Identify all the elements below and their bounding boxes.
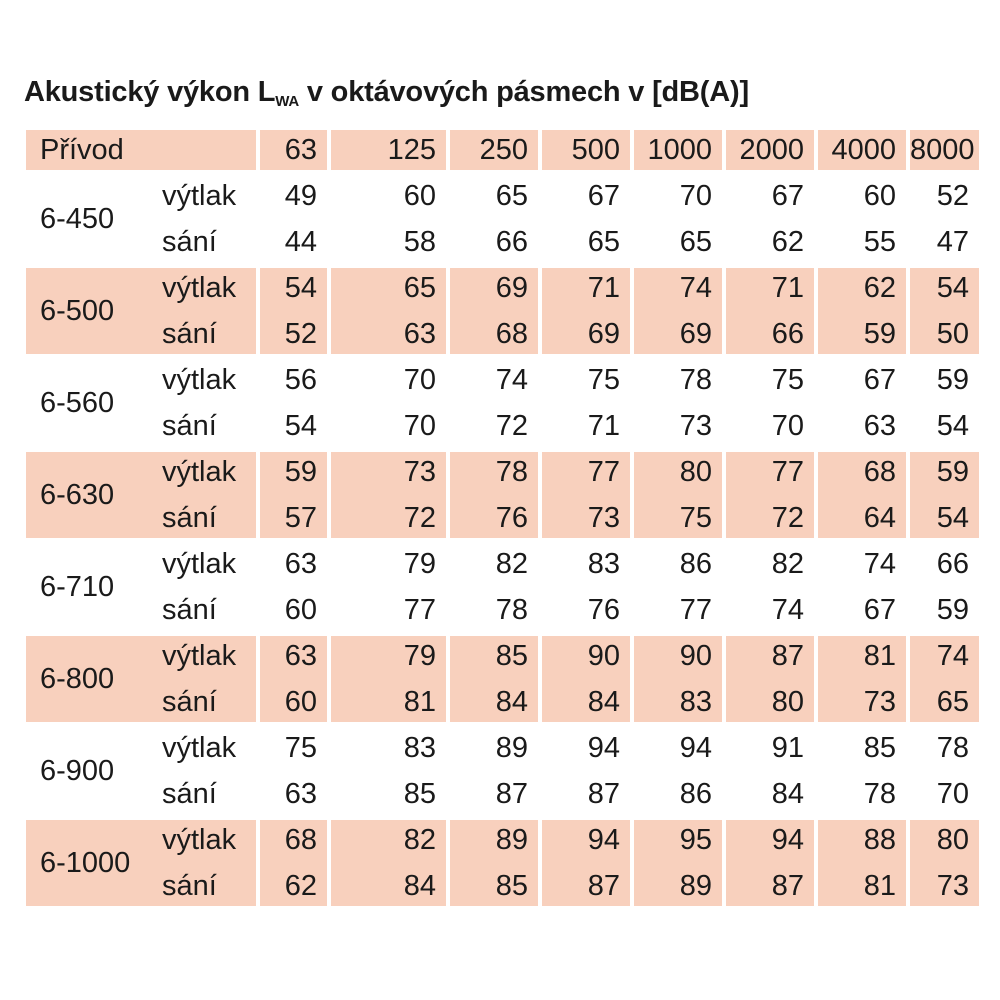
table-row: [26, 679, 979, 725]
value-cell: 63: [284, 778, 317, 810]
model-name: 6-500: [40, 295, 115, 327]
value-cell: 83: [679, 686, 712, 718]
value-cell: 60: [284, 686, 317, 718]
table-row: [26, 357, 979, 403]
row-label: výtlak: [162, 548, 237, 580]
value-cell: 68: [863, 456, 896, 488]
row-label: výtlak: [162, 824, 237, 856]
value-cell: 65: [679, 226, 712, 258]
value-cell: 67: [863, 594, 896, 626]
row-label: výtlak: [162, 272, 237, 304]
value-cell: 76: [587, 594, 620, 626]
value-cell: 66: [771, 318, 804, 350]
value-cell: 65: [495, 180, 528, 212]
value-cell: 66: [936, 548, 969, 580]
model-name: 6-560: [40, 387, 115, 419]
value-cell: 74: [679, 272, 712, 304]
header-band: 2000: [726, 130, 814, 170]
value-cell: 73: [863, 686, 896, 718]
value-cell: 89: [679, 870, 712, 902]
value-cell: 67: [771, 180, 804, 212]
value-cell: 85: [495, 640, 528, 672]
value-cell: 65: [403, 272, 436, 304]
value-cell: 75: [679, 502, 712, 534]
value-cell: 70: [403, 364, 436, 396]
value-cell: 63: [403, 318, 436, 350]
value-cell: 54: [936, 502, 969, 534]
value-cell: 87: [771, 870, 804, 902]
value-cell: 77: [771, 456, 804, 488]
value-cell: 83: [587, 548, 620, 580]
value-cell: 62: [284, 870, 317, 902]
value-cell: 70: [679, 180, 712, 212]
value-cell: 84: [771, 778, 804, 810]
row-label: výtlak: [162, 180, 237, 212]
row-label: výtlak: [162, 456, 237, 488]
value-cell: 60: [403, 180, 436, 212]
value-cell: 84: [403, 870, 436, 902]
header-row: [26, 127, 979, 173]
header-band: 125: [331, 130, 446, 170]
value-cell: 54: [284, 410, 317, 442]
value-cell: 71: [587, 410, 620, 442]
value-cell: 81: [403, 686, 436, 718]
value-cell: 68: [495, 318, 528, 350]
value-cell: 89: [495, 824, 528, 856]
value-cell: 79: [403, 548, 436, 580]
value-cell: 84: [587, 686, 620, 718]
model-block: [26, 449, 979, 541]
title-rest: v oktávových pásmech v [dB(A)]: [299, 76, 749, 108]
value-cell: 78: [936, 732, 969, 764]
value-cell: 87: [587, 870, 620, 902]
value-cell: 73: [403, 456, 436, 488]
model-block: [26, 357, 979, 449]
row-label: výtlak: [162, 640, 237, 672]
value-cell: 75: [771, 364, 804, 396]
value-cell: 85: [863, 732, 896, 764]
value-cell: 58: [403, 226, 436, 258]
value-cell: 67: [587, 180, 620, 212]
value-cell: 82: [495, 548, 528, 580]
header-label: Přívod: [26, 130, 256, 170]
row-label: sání: [162, 318, 217, 350]
value-cell: 75: [587, 364, 620, 396]
header-band: 500: [542, 130, 630, 170]
model-block: [26, 817, 979, 909]
title-text: Akustický výkon L: [24, 76, 276, 108]
value-cell: 59: [936, 364, 969, 396]
header-band: 250: [450, 130, 538, 170]
value-cell: 73: [679, 410, 712, 442]
value-cell: 94: [587, 732, 620, 764]
table-row: [26, 633, 979, 679]
table-row: [26, 265, 979, 311]
header-band: 8000: [910, 130, 979, 170]
value-cell: 85: [403, 778, 436, 810]
value-cell: 59: [936, 456, 969, 488]
value-cell: 62: [863, 272, 896, 304]
model-name: 6-450: [40, 203, 115, 235]
value-cell: 64: [863, 502, 896, 534]
header-band: 4000: [818, 130, 906, 170]
row-label: výtlak: [162, 364, 237, 396]
value-cell: 70: [403, 410, 436, 442]
value-cell: 87: [771, 640, 804, 672]
value-cell: 70: [936, 778, 969, 810]
value-cell: 72: [403, 502, 436, 534]
value-cell: 74: [936, 640, 969, 672]
value-cell: 94: [771, 824, 804, 856]
value-cell: 74: [771, 594, 804, 626]
value-cell: 67: [863, 364, 896, 396]
model-block: [26, 725, 979, 817]
value-cell: 85: [495, 870, 528, 902]
header-band: 1000: [634, 130, 722, 170]
value-cell: 90: [679, 640, 712, 672]
table-row: [26, 587, 979, 633]
model-name: 6-1000: [40, 847, 131, 879]
value-cell: 78: [495, 594, 528, 626]
value-cell: 80: [771, 686, 804, 718]
value-cell: 70: [771, 410, 804, 442]
value-cell: 94: [587, 824, 620, 856]
row-label: sání: [162, 870, 217, 902]
table-row: [26, 725, 979, 771]
model-name: 6-710: [40, 571, 115, 603]
value-cell: 73: [587, 502, 620, 534]
value-cell: 73: [936, 870, 969, 902]
value-cell: 79: [403, 640, 436, 672]
value-cell: 74: [863, 548, 896, 580]
table-row: [26, 403, 979, 449]
value-cell: 57: [284, 502, 317, 534]
table-row: [26, 817, 979, 863]
value-cell: 52: [936, 180, 969, 212]
value-cell: 54: [936, 410, 969, 442]
model-name: 6-630: [40, 479, 115, 511]
model-name: 6-900: [40, 755, 115, 787]
value-cell: 50: [936, 318, 969, 350]
value-cell: 56: [284, 364, 317, 396]
row-label: sání: [162, 410, 217, 442]
value-cell: 63: [284, 640, 317, 672]
value-cell: 65: [936, 686, 969, 718]
model-name: 6-800: [40, 663, 115, 695]
value-cell: 54: [936, 272, 969, 304]
value-cell: 81: [863, 640, 896, 672]
value-cell: 76: [495, 502, 528, 534]
value-cell: 49: [284, 180, 317, 212]
row-label: sání: [162, 686, 217, 718]
value-cell: 52: [284, 318, 317, 350]
value-cell: 86: [679, 548, 712, 580]
value-cell: 71: [587, 272, 620, 304]
table-row: [26, 495, 979, 541]
model-block: [26, 541, 979, 633]
table-row: [26, 311, 979, 357]
table-row: [26, 863, 979, 909]
value-cell: 80: [936, 824, 969, 856]
value-cell: 59: [863, 318, 896, 350]
value-cell: 81: [863, 870, 896, 902]
value-cell: 75: [284, 732, 317, 764]
value-cell: 69: [679, 318, 712, 350]
value-cell: 78: [863, 778, 896, 810]
value-cell: 72: [495, 410, 528, 442]
value-cell: 63: [863, 410, 896, 442]
value-cell: 95: [679, 824, 712, 856]
row-label: sání: [162, 778, 217, 810]
value-cell: 77: [679, 594, 712, 626]
table-row: [26, 449, 979, 495]
value-cell: 65: [587, 226, 620, 258]
value-cell: 72: [771, 502, 804, 534]
value-cell: 94: [679, 732, 712, 764]
row-label: sání: [162, 594, 217, 626]
value-cell: 78: [679, 364, 712, 396]
value-cell: 74: [495, 364, 528, 396]
value-cell: 82: [403, 824, 436, 856]
value-cell: 54: [284, 272, 317, 304]
model-block: [26, 173, 979, 265]
value-cell: 55: [863, 226, 896, 258]
title-subscript: WA: [275, 93, 300, 110]
value-cell: 84: [495, 686, 528, 718]
table-row: [26, 541, 979, 587]
model-block: [26, 265, 979, 357]
header-band: 63: [260, 130, 327, 170]
value-cell: 91: [771, 732, 804, 764]
value-cell: 80: [679, 456, 712, 488]
value-cell: 83: [403, 732, 436, 764]
value-cell: 63: [284, 548, 317, 580]
value-cell: 71: [771, 272, 804, 304]
table-row: [26, 219, 979, 265]
value-cell: 68: [284, 824, 317, 856]
value-cell: 87: [495, 778, 528, 810]
table-row: [26, 173, 979, 219]
value-cell: 77: [587, 456, 620, 488]
value-cell: 69: [587, 318, 620, 350]
value-cell: 60: [284, 594, 317, 626]
row-label: sání: [162, 502, 217, 534]
value-cell: 69: [495, 272, 528, 304]
value-cell: 82: [771, 548, 804, 580]
value-cell: 77: [403, 594, 436, 626]
value-cell: 86: [679, 778, 712, 810]
value-cell: 62: [771, 226, 804, 258]
model-block: [26, 633, 979, 725]
value-cell: 87: [587, 778, 620, 810]
value-cell: 78: [495, 456, 528, 488]
row-label: sání: [162, 226, 217, 258]
table-row: [26, 771, 979, 817]
value-cell: 88: [863, 824, 896, 856]
value-cell: 47: [936, 226, 969, 258]
value-cell: 60: [863, 180, 896, 212]
value-cell: 59: [284, 456, 317, 488]
value-cell: 89: [495, 732, 528, 764]
acoustic-power-table: [26, 127, 979, 909]
value-cell: 66: [495, 226, 528, 258]
table-title: [24, 76, 749, 110]
value-cell: 90: [587, 640, 620, 672]
row-label: výtlak: [162, 732, 237, 764]
value-cell: 59: [936, 594, 969, 626]
value-cell: 44: [284, 226, 317, 258]
